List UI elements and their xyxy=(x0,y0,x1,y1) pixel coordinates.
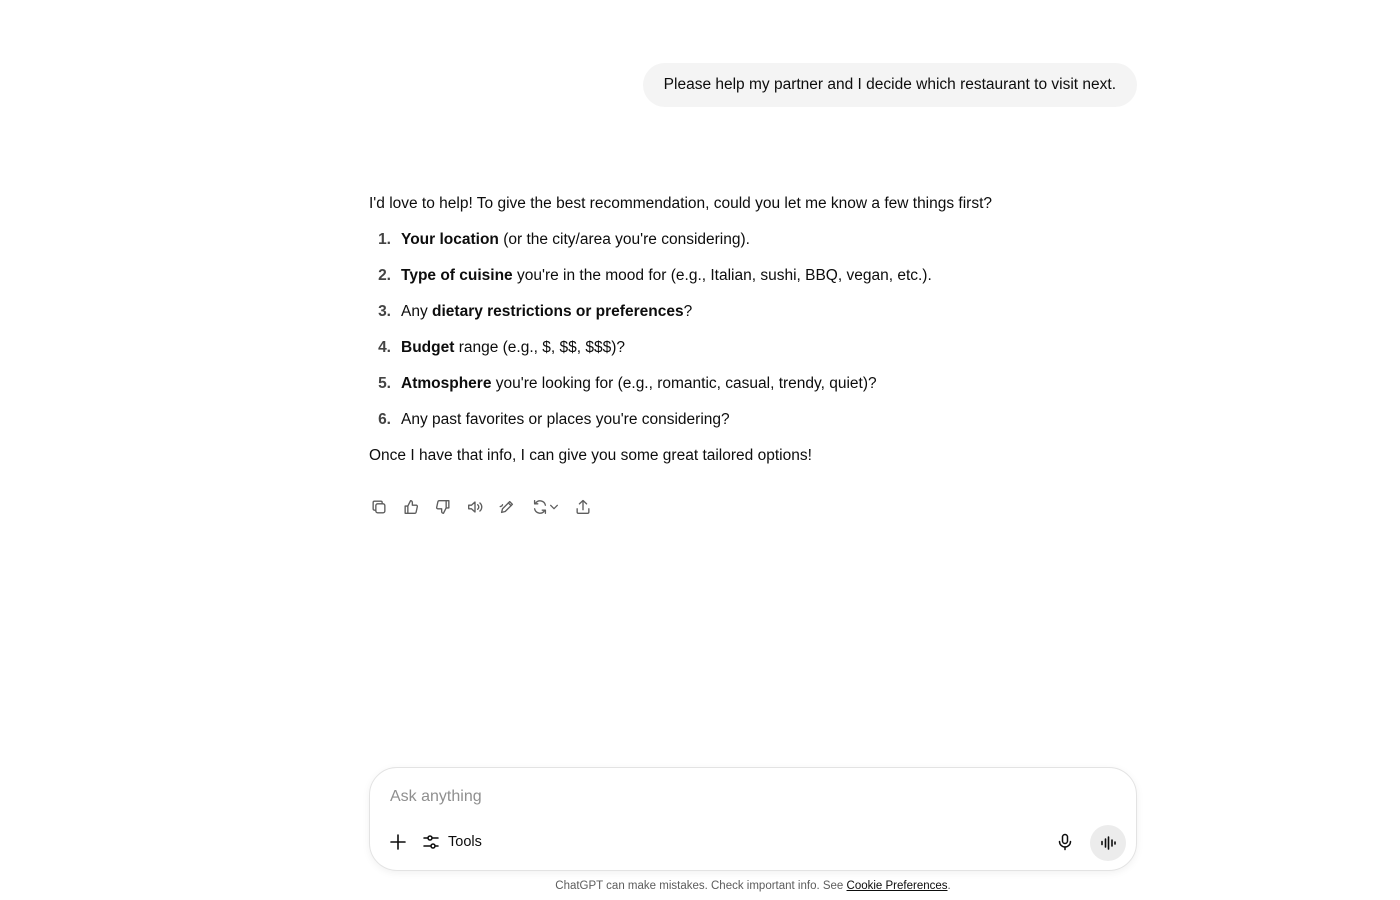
list-item-text: Any dietary restrictions or preferences? xyxy=(401,303,693,320)
list-item-text: Your location (or the city/area you're considering). xyxy=(401,231,750,248)
assistant-outro: Once I have that info, I can give you some great tailored options! xyxy=(369,447,812,464)
thumbs-down-icon xyxy=(434,498,452,516)
cookie-preferences-link[interactable]: Cookie Preferences xyxy=(846,880,948,892)
edit-in-canvas-button[interactable] xyxy=(497,497,517,517)
microphone-icon xyxy=(1056,833,1074,851)
edit-canvas-icon xyxy=(498,498,516,516)
tools-label: Tools xyxy=(448,834,482,850)
assistant-intro: I'd love to help! To give the best recommendation, could you let me know a few things first? xyxy=(369,195,993,212)
read-aloud-button[interactable] xyxy=(465,497,485,517)
list-item xyxy=(369,264,1137,288)
list-number: 4. xyxy=(378,339,391,356)
plus-icon xyxy=(389,833,407,851)
message-composer xyxy=(369,767,1137,871)
list-number: 2. xyxy=(378,267,391,284)
user-message-text: Please help my partner and I decide which restaurant to visit next. xyxy=(663,76,1116,93)
list-item xyxy=(369,408,1137,432)
list-number: 3. xyxy=(378,303,391,320)
voice-mode-button[interactable] xyxy=(1090,825,1126,861)
regenerate-button[interactable] xyxy=(529,497,561,517)
list-item-text: Budget range (e.g., $, $$, $$$)? xyxy=(401,339,626,356)
list-number: 1. xyxy=(378,231,391,248)
thumbs-up-icon xyxy=(402,498,420,516)
list-item xyxy=(369,336,1137,360)
copy-icon xyxy=(370,498,388,516)
message-actions xyxy=(369,497,593,517)
disclaimer-suffix: . xyxy=(947,880,951,892)
thumbs-down-button[interactable] xyxy=(433,497,453,517)
voice-waveform-icon xyxy=(1099,834,1117,852)
copy-button[interactable] xyxy=(369,497,389,517)
sliders-icon xyxy=(422,833,440,851)
share-button[interactable] xyxy=(573,497,593,517)
dictate-button[interactable] xyxy=(1054,831,1076,853)
prompt-input[interactable] xyxy=(390,784,1090,810)
user-message-bubble xyxy=(643,63,1137,107)
question-list xyxy=(369,228,1137,432)
thumbs-up-button[interactable] xyxy=(401,497,421,517)
list-number: 5. xyxy=(378,375,391,392)
list-item-text: Type of cuisine you're in the mood for (e.g., Italian, sushi, BBQ, vegan, etc.). xyxy=(401,267,932,284)
chevron-down-icon xyxy=(549,502,559,512)
list-item xyxy=(369,228,1137,252)
list-item xyxy=(369,372,1137,396)
list-item-text: Atmosphere you're looking for (e.g., romantic, casual, trendy, quiet)? xyxy=(401,375,877,392)
disclaimer-footer xyxy=(0,880,1400,892)
list-item xyxy=(369,300,1137,324)
disclaimer-text: ChatGPT can make mistakes. Check important info. See xyxy=(555,880,847,892)
assistant-message xyxy=(369,192,1137,468)
list-item-text: Any past favorites or places you're considering? xyxy=(401,411,730,428)
tools-button[interactable] xyxy=(422,829,482,855)
add-attachment-button[interactable] xyxy=(386,830,410,854)
read-aloud-icon xyxy=(466,498,484,516)
list-number: 6. xyxy=(378,411,391,428)
regenerate-icon xyxy=(531,498,549,516)
share-icon xyxy=(574,498,592,516)
